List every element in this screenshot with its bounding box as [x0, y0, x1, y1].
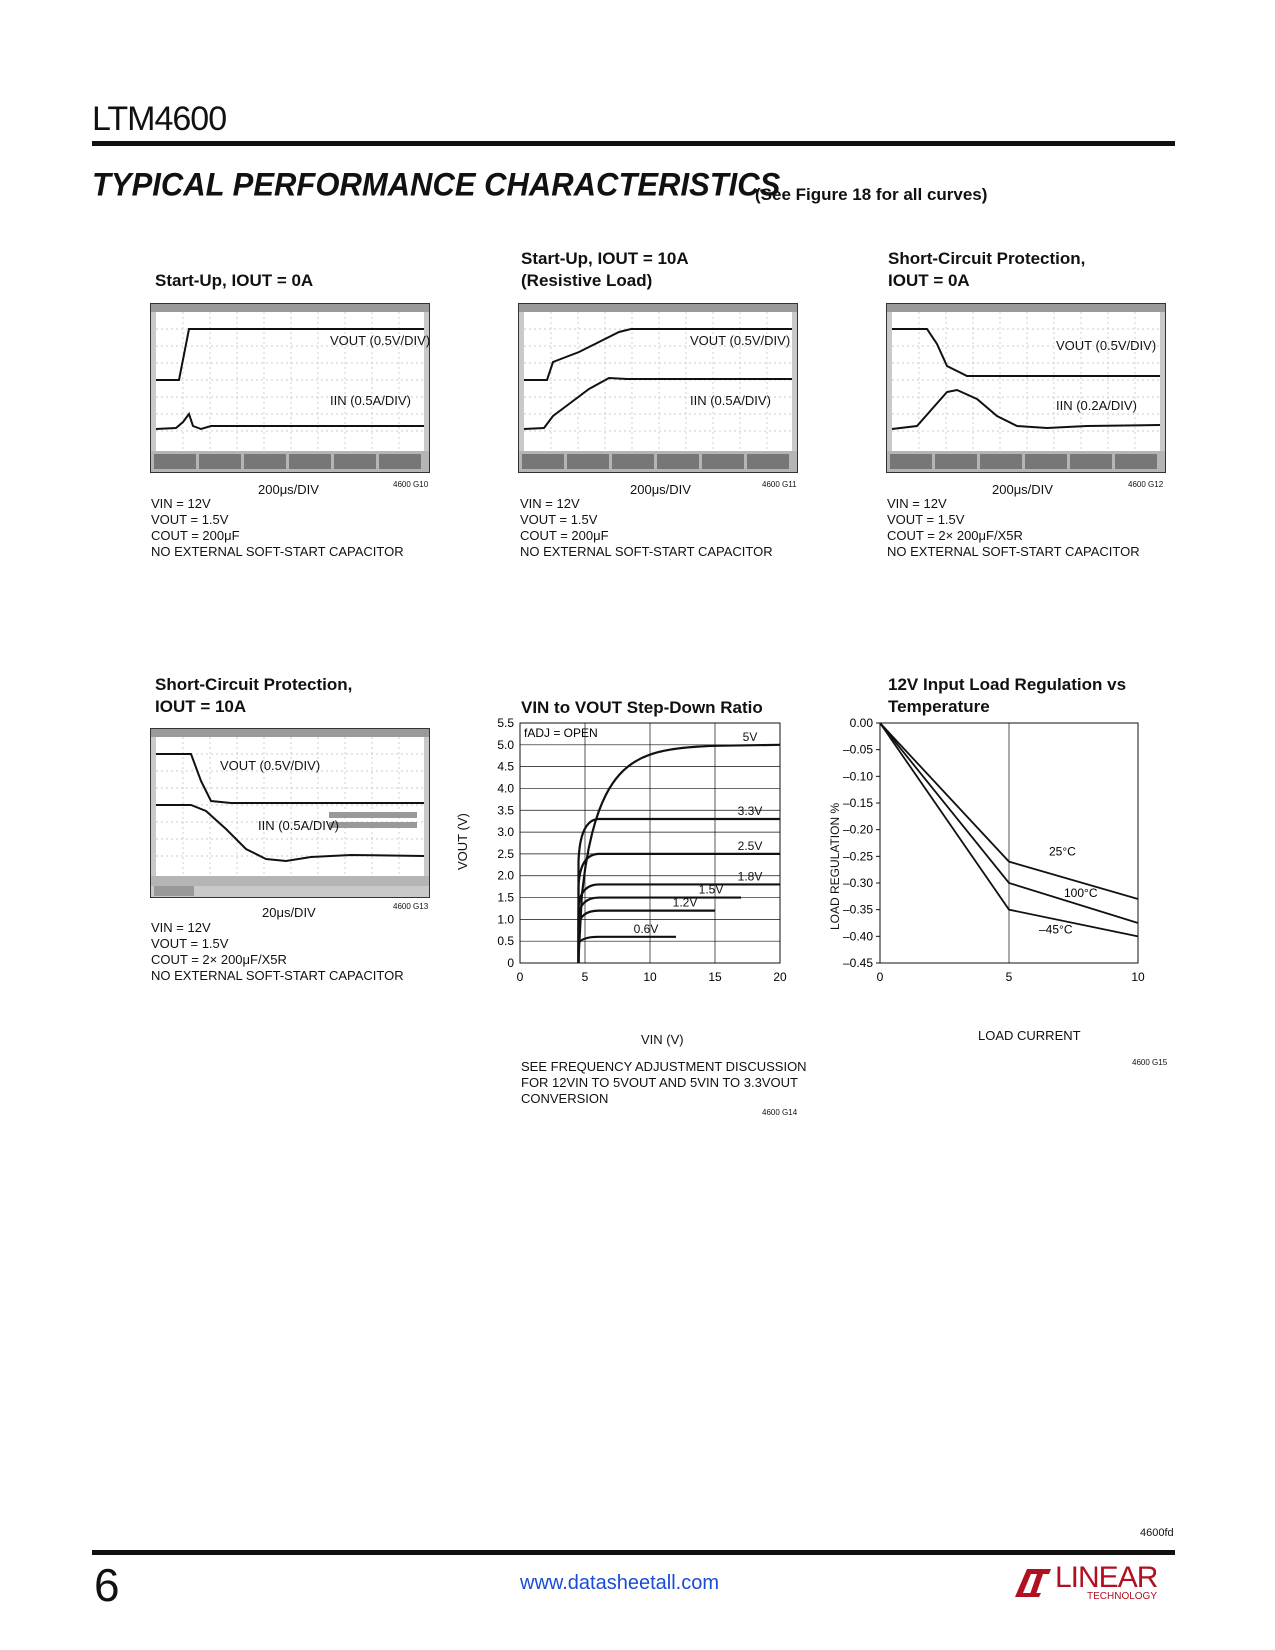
series-label-3.3V: 3.3V — [737, 804, 763, 818]
g11-trace2-label: IIN (0.5A/DIV) — [690, 393, 771, 408]
g11-title-line2: (Resistive Load) — [521, 271, 653, 290]
y-tick-label: –0.40 — [842, 929, 873, 944]
g13-timebase: 20μs/DIV — [262, 905, 316, 920]
series-label-–45°C: –45°C — [1039, 922, 1073, 937]
g11-title-line1: Start-Up, IOUT = 10A — [521, 249, 689, 268]
g10-trace1-label: VOUT (0.5V/DIV) — [330, 333, 431, 348]
series-label-100°C: 100°C — [1064, 886, 1098, 900]
y-tick-label: 0.00 — [849, 716, 873, 730]
y-tick-label: –0.10 — [842, 769, 873, 784]
x-tick-label: 5 — [1005, 970, 1013, 984]
y-tick-label: –0.45 — [842, 956, 873, 970]
g14-xlabel: VIN (V) — [641, 1032, 684, 1047]
g11-cond-note: NO EXTERNAL SOFT-START CAPACITOR — [520, 544, 773, 559]
g11-cond-vin: VIN = 12V — [520, 496, 580, 511]
y-tick-label: 3.0 — [497, 825, 514, 840]
y-tick-label: 5.0 — [497, 737, 514, 752]
g11-cond-cout: COUT = 200μF — [520, 528, 609, 543]
series-label-5V: 5V — [742, 729, 758, 744]
g13-trace1-label: VOUT (0.5V/DIV) — [220, 758, 321, 773]
g15-fig-id: 4600 G15 — [1132, 1058, 1168, 1067]
plot-g12-title — [888, 248, 1085, 292]
x-tick-label: 0 — [876, 970, 884, 984]
x-tick-label: 10 — [1131, 970, 1145, 984]
series-label-1.8V: 1.8V — [737, 869, 763, 884]
g13-cond-note: NO EXTERNAL SOFT-START CAPACITOR — [151, 968, 404, 983]
g12-cond-vout: VOUT = 1.5V — [887, 512, 965, 527]
g10-fig-id: 4600 G10 — [393, 480, 429, 489]
header-rule — [92, 141, 1175, 146]
chart-step-down-ratio — [470, 715, 810, 1055]
plot-g13-title — [155, 674, 352, 718]
g14-note-line1: SEE FREQUENCY ADJUSTMENT DISCUSSION — [521, 1059, 807, 1074]
page-number: 6 — [94, 1559, 120, 1611]
scope-g12 — [886, 303, 1166, 473]
y-tick-label: 1.5 — [497, 890, 514, 905]
series-label-1.5V: 1.5V — [698, 882, 724, 897]
y-tick-label: –0.30 — [842, 876, 873, 890]
x-tick-label: 15 — [708, 970, 722, 984]
g10-cond-vout: VOUT = 1.5V — [151, 512, 229, 527]
linear-logo — [1013, 1563, 1173, 1603]
g15-title: 12V Input Load Regulation vs Temperature — [888, 675, 1127, 716]
y-tick-label: –0.05 — [842, 742, 873, 757]
series-label-1.2V: 1.2V — [672, 895, 698, 910]
g13-cond-cout: COUT = 2× 200μF/X5R — [151, 952, 287, 967]
chart-load-regulation — [840, 715, 1180, 1015]
y-tick-label: 0.5 — [497, 934, 514, 949]
g13-title-line1: Short-Circuit Protection, — [155, 675, 353, 694]
g12-title-line2: IOUT = 0A — [888, 271, 970, 290]
y-tick-label: 2.0 — [497, 868, 514, 883]
y-tick-label: –0.20 — [842, 822, 873, 837]
g14-fig-id: 4600 G14 — [762, 1108, 798, 1117]
g10-cond-note: NO EXTERNAL SOFT-START CAPACITOR — [151, 544, 404, 559]
y-tick-label: 4.0 — [497, 781, 514, 796]
g10-trace2-label: IIN (0.5A/DIV) — [330, 393, 411, 408]
g12-title-line1: Short-Circuit Protection, — [888, 249, 1086, 268]
g14-ylabel: VOUT (V) — [455, 813, 470, 870]
scope-g10 — [150, 303, 430, 473]
g13-cond-vout: VOUT = 1.5V — [151, 936, 229, 951]
g14-note-line3: CONVERSION — [521, 1091, 609, 1106]
g13-conditions — [151, 920, 404, 984]
x-tick-label: 10 — [643, 970, 657, 984]
part-number: LTM4600 — [92, 100, 227, 138]
g11-cond-vout: VOUT = 1.5V — [520, 512, 598, 527]
g11-fig-id: 4600 G11 — [762, 480, 797, 489]
y-tick-label: –0.35 — [842, 902, 873, 917]
y-tick-label: 4.5 — [497, 759, 514, 774]
series-line-0.6V — [579, 937, 677, 963]
x-tick-label: 5 — [581, 970, 589, 984]
y-tick-label: 5.5 — [497, 716, 514, 730]
logo-text: LINEAR — [1055, 1561, 1158, 1594]
series-label-25°C: 25°C — [1049, 844, 1076, 859]
g12-conditions — [887, 496, 1140, 560]
series-label-2.5V: 2.5V — [737, 838, 763, 853]
g13-title-line2: IOUT = 10A — [155, 697, 247, 716]
x-tick-label: 0 — [516, 970, 524, 984]
g12-trace1-label: VOUT (0.5V/DIV) — [1056, 338, 1157, 353]
plot-g11-title — [521, 248, 689, 292]
g15-ylabel: LOAD REGULATION % — [828, 802, 842, 930]
x-tick-label: 20 — [773, 970, 787, 984]
scope-g13 — [150, 728, 430, 898]
g13-fig-id: 4600 G13 — [393, 902, 429, 911]
y-tick-label: 2.5 — [497, 846, 514, 861]
annotation-fadj: fADJ = OPEN — [524, 726, 598, 740]
g14-note — [521, 1059, 807, 1107]
g12-timebase: 200μs/DIV — [992, 482, 1053, 497]
section-title: TYPICAL PERFORMANCE CHARACTERISTICS — [92, 166, 781, 203]
scope-g11 — [518, 303, 798, 473]
g15-xlabel: LOAD CURRENT — [978, 1028, 1081, 1043]
g14-note-line2: FOR 12VIN TO 5VOUT AND 5VIN TO 3.3VOUT — [521, 1075, 798, 1090]
section-note: (See Figure 18 for all curves) — [755, 185, 988, 204]
g10-timebase: 200μs/DIV — [258, 482, 319, 497]
g11-trace1-label: VOUT (0.5V/DIV) — [690, 333, 791, 348]
footer-rule — [92, 1550, 1175, 1555]
y-tick-label: –0.25 — [842, 849, 873, 864]
g11-conditions — [520, 496, 773, 560]
lt-logo-icon — [1013, 1565, 1053, 1601]
g12-trace2-label: IIN (0.2A/DIV) — [1056, 398, 1137, 413]
g10-cond-cout: COUT = 200μF — [151, 528, 240, 543]
doc-code: 4600fd — [1140, 1527, 1174, 1539]
g14-title: VIN to VOUT Step-Down Ratio — [521, 698, 763, 717]
y-tick-label: 1.0 — [497, 912, 514, 927]
g13-trace2-label: IIN (0.5A/DIV) — [258, 818, 339, 833]
y-tick-label: –0.15 — [842, 796, 873, 810]
logo-sub: TECHNOLOGY — [1087, 1591, 1158, 1602]
g13-cond-vin: VIN = 12V — [151, 920, 211, 935]
g12-fig-id: 4600 G12 — [1128, 480, 1164, 489]
series-label-0.6V: 0.6V — [633, 921, 659, 936]
y-tick-label: 3.5 — [497, 803, 514, 818]
g12-cond-vin: VIN = 12V — [887, 496, 947, 511]
g12-cond-note: NO EXTERNAL SOFT-START CAPACITOR — [887, 544, 1140, 559]
g10-conditions — [151, 496, 404, 560]
g12-cond-cout: COUT = 2× 200μF/X5R — [887, 528, 1023, 543]
footer-url-link[interactable]: www.datasheetall.com — [520, 1572, 719, 1594]
plot-g10-title: Start-Up, IOUT = 0A — [155, 271, 314, 290]
g10-cond-vin: VIN = 12V — [151, 496, 211, 511]
g11-timebase: 200μs/DIV — [630, 482, 691, 497]
y-tick-label: 0 — [507, 956, 514, 970]
series-line-1.5V — [579, 895, 742, 963]
